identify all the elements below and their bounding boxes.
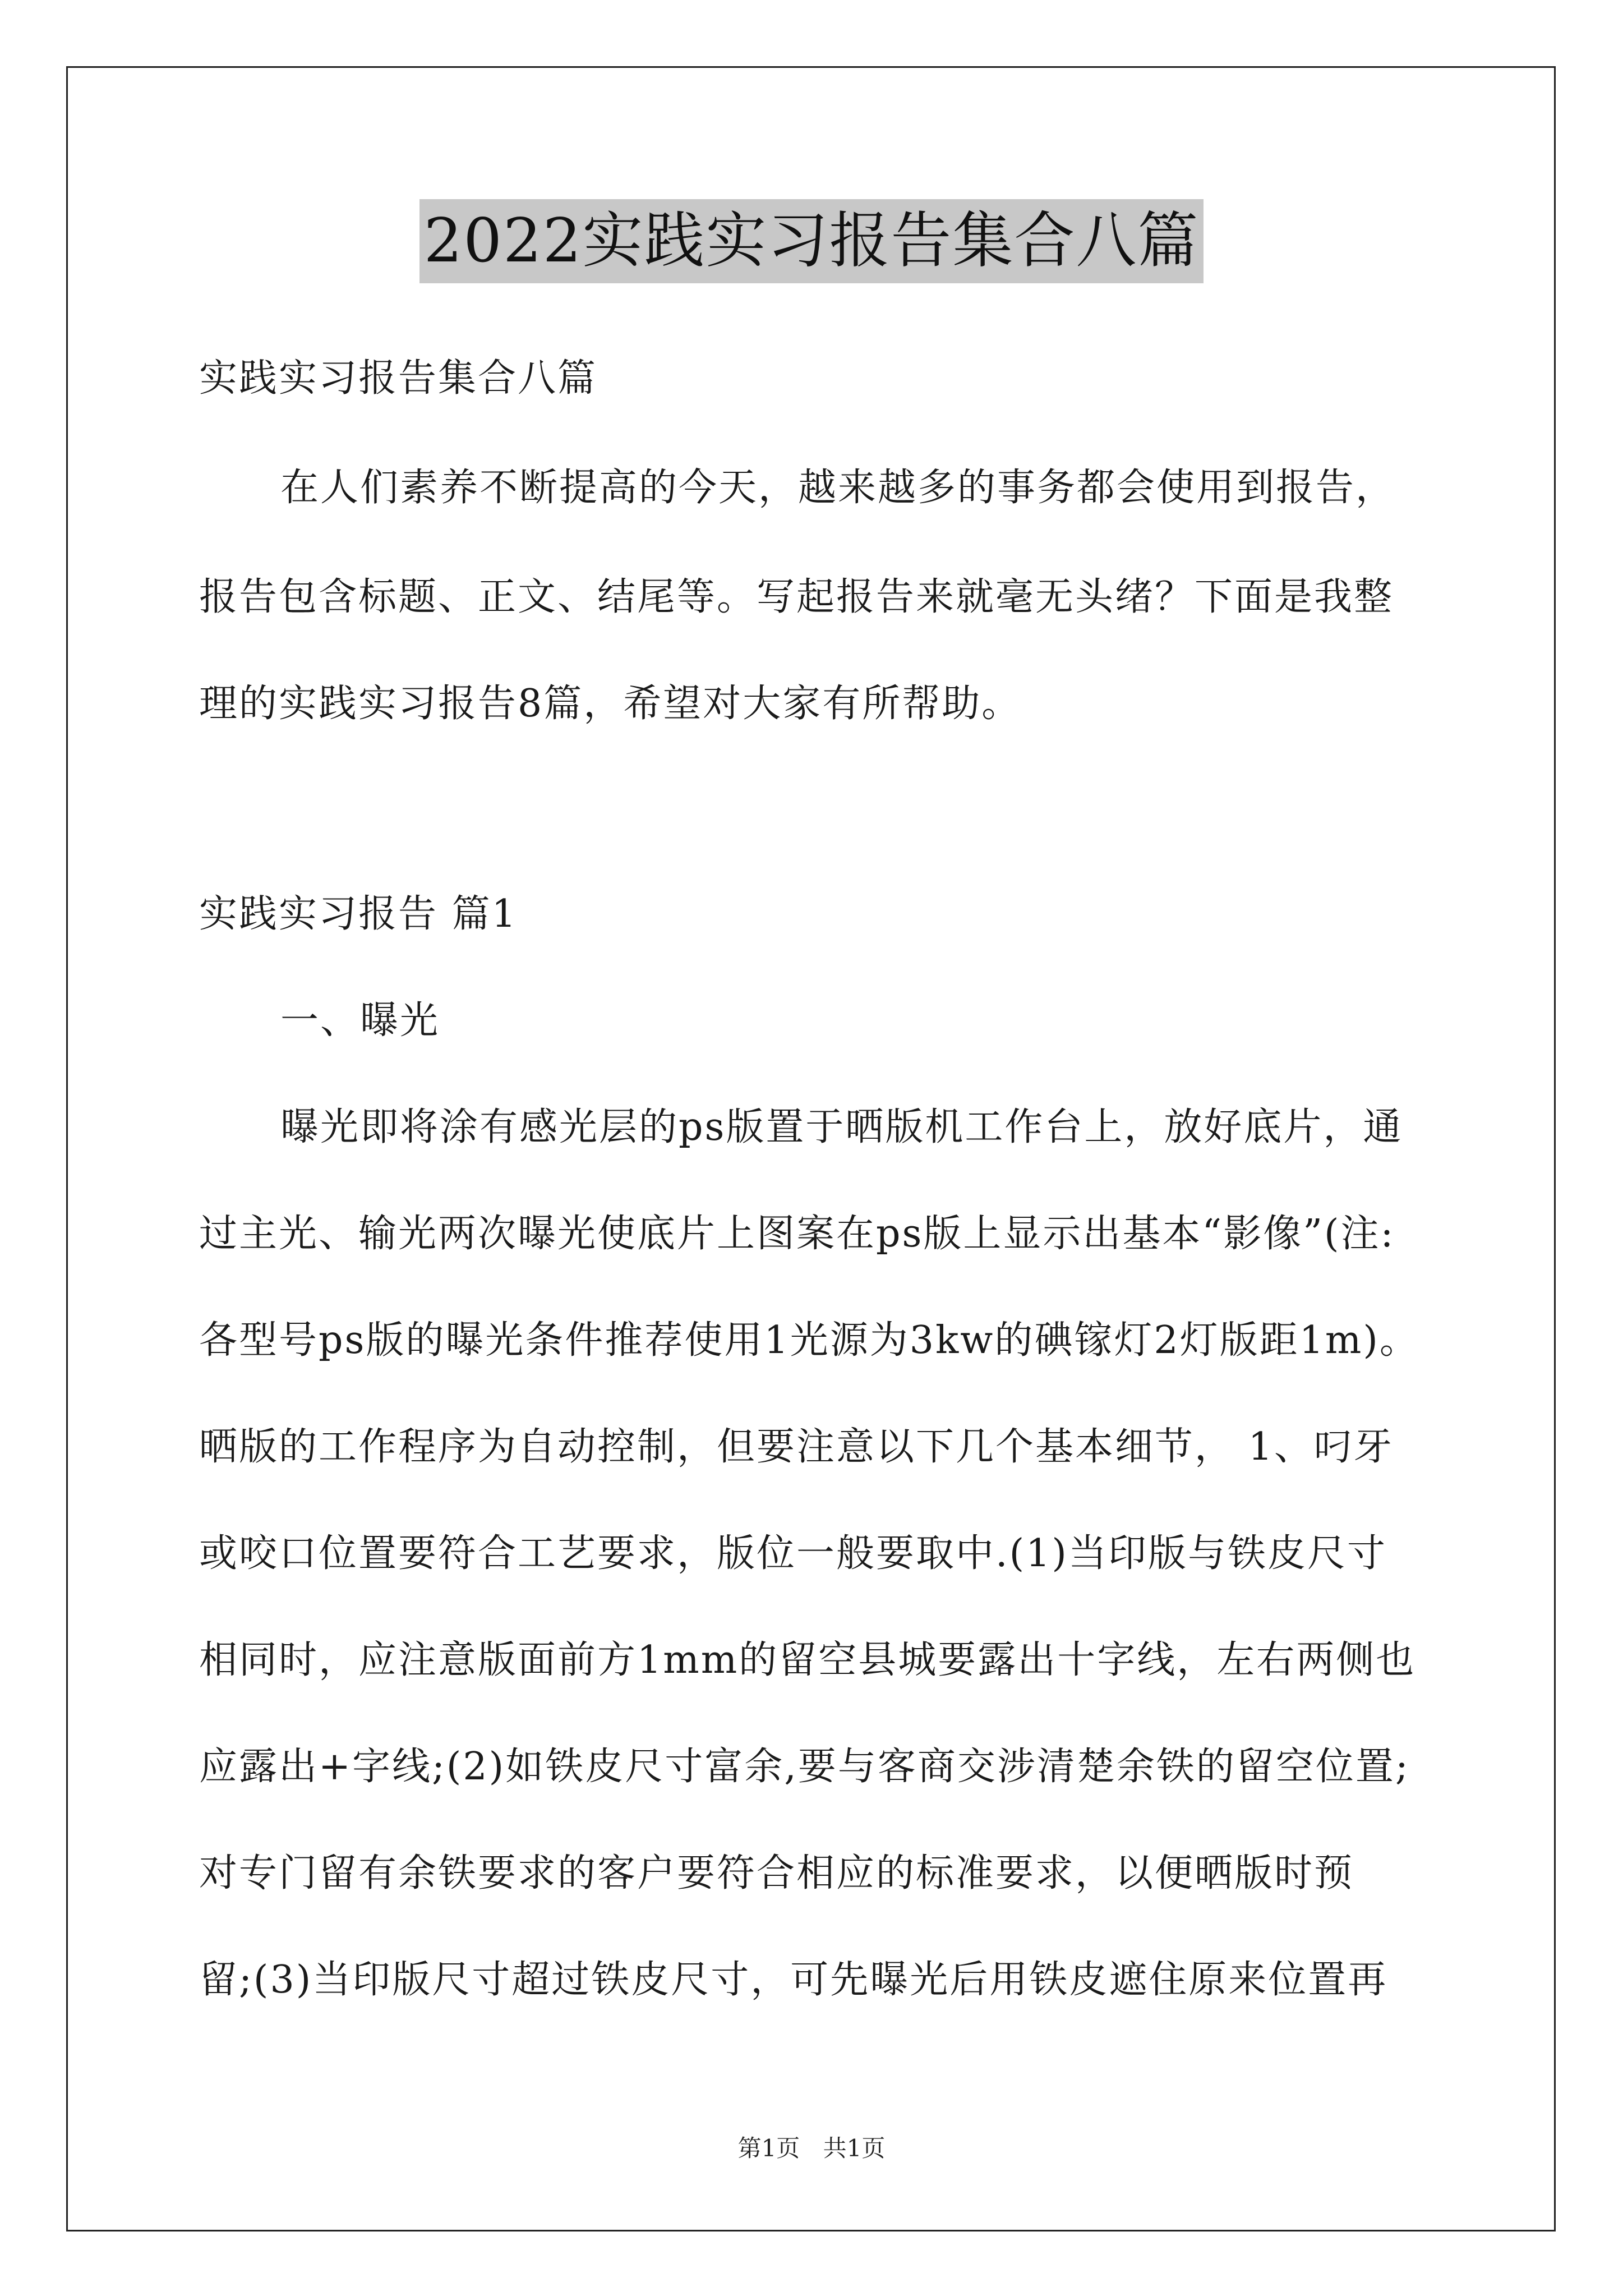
page-footer: [0, 2132, 1623, 2165]
body-line-1: 曝光即将涂有感光层的ps版置于晒版机工作台上，放好底片，通: [280, 1105, 1403, 1149]
body-line-4: 晒版的工作程序为自动控制，但要注意以下几个基本细节， 1、叼牙: [199, 1425, 1394, 1469]
intro-line-2: 报告包含标题、正文、结尾等。写起报告来就毫无头绪？下面是我整: [199, 575, 1394, 619]
intro-line-3: 理的实践实习报告8篇，希望对大家有所帮助。: [199, 682, 1022, 726]
body-line-3: 各型号ps版的曝光条件推荐使用1光源为3kw的碘镓灯2灯版距1m)。: [199, 1318, 1419, 1363]
body-line-6: 相同时，应注意版面前方1mm的留空县城要露出十字线，左右两侧也: [199, 1638, 1416, 1682]
page-number: 第1页: [737, 2134, 800, 2162]
body-line-9: 留;(3)当印版尺寸超过铁皮尺寸，可先曝光后用铁皮遮住原来位置再: [199, 1958, 1388, 2002]
section-heading: 实践实习报告 篇1: [199, 892, 518, 936]
body-line-7: 应露出+字线;(2)如铁皮尺寸富余,要与客商交涉清楚余铁的留空位置;: [199, 1745, 1410, 1789]
intro-line-1: 在人们素养不断提高的今天，越来越多的事务都会使用到报告，: [280, 466, 1396, 510]
body-line-2: 过主光、输光两次曝光使底片上图案在ps版上显示出基本“影像”(注:: [199, 1212, 1395, 1256]
body-line-8: 对专门留有余铁要求的客户要符合相应的标准要求，以便晒版时预: [199, 1851, 1354, 1895]
document-subtitle: 实践实习报告集合八篇: [199, 356, 598, 401]
title-container: [0, 199, 1623, 283]
page-total: 共1页: [823, 2134, 886, 2162]
document-title: 2022实践实习报告集合八篇: [419, 199, 1204, 283]
subsection-heading: 一、曝光: [280, 999, 440, 1043]
body-line-5: 或咬口位置要符合工艺要求，版位一般要取中.(1)当印版与铁皮尺寸: [199, 1531, 1387, 1576]
